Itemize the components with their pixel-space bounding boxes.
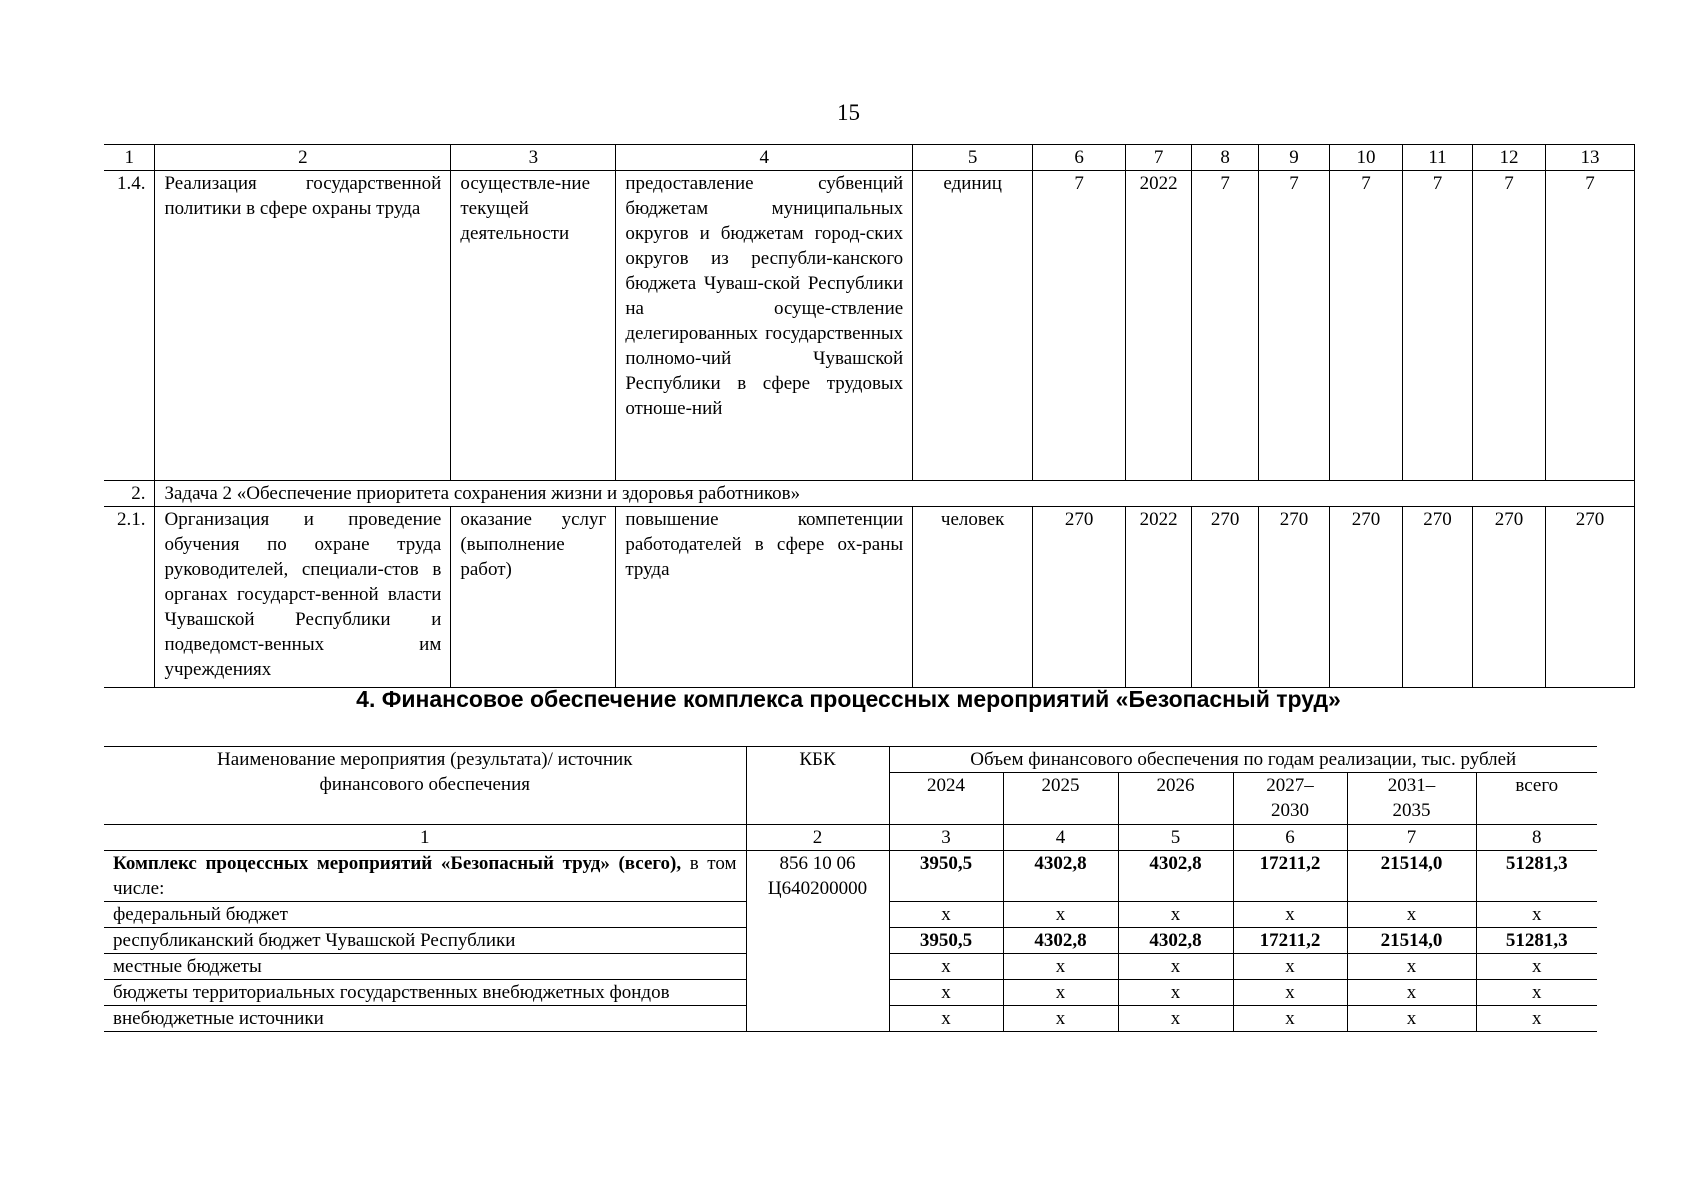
col-number: 2 (746, 825, 889, 851)
indicators-table (104, 144, 1635, 688)
amount: x (1476, 902, 1597, 928)
header-row-1 (104, 747, 1597, 773)
col-number: 6 (1233, 825, 1347, 851)
amount: x (1347, 954, 1476, 980)
header-kbk: КБК (746, 747, 889, 825)
col-number: 8 (1192, 145, 1259, 171)
year-value: 270 (1402, 507, 1472, 688)
amount: 17211,2 (1233, 851, 1347, 902)
amount: x (1233, 902, 1347, 928)
year-value: 270 (1192, 507, 1259, 688)
amount: x (1476, 1006, 1597, 1032)
amount: x (1003, 954, 1118, 980)
unit: единиц (913, 171, 1033, 481)
source-name: бюджеты территориальных государственных внебюджетных фондов (104, 980, 746, 1006)
page-number: 15 (837, 100, 860, 125)
measure-description: повышение компетенции работодателей в сфере ох-раны труда (616, 507, 913, 688)
total-name (104, 851, 746, 902)
source-name: республиканский бюджет Чувашской Республики (104, 928, 746, 954)
col-number: 6 (1033, 145, 1126, 171)
base-year: 2022 (1126, 507, 1192, 688)
amount: x (1476, 954, 1597, 980)
amount: x (1118, 954, 1233, 980)
total-name-rest: в том числе: (113, 853, 737, 899)
col-number: 7 (1126, 145, 1192, 171)
col-number: 13 (1545, 145, 1634, 171)
year-value: 270 (1259, 507, 1330, 688)
header-year: 2027– 2030 (1233, 773, 1347, 825)
header-year: 2031– 2035 (1347, 773, 1476, 825)
amount: 21514,0 (1347, 851, 1476, 902)
header-year: 2026 (1118, 773, 1233, 825)
col-number: 7 (1347, 825, 1476, 851)
measure-name: Реализация государственной политики в сфере охраны труда (155, 171, 451, 481)
amount: 4302,8 (1003, 851, 1118, 902)
col-number: 8 (1476, 825, 1597, 851)
amount: 17211,2 (1233, 928, 1347, 954)
year-value: 7 (1402, 171, 1472, 481)
base-value: 7 (1033, 171, 1126, 481)
amount: 4302,8 (1118, 851, 1233, 902)
amount: x (1003, 902, 1118, 928)
header-year: 2024 (889, 773, 1003, 825)
col-number: 5 (913, 145, 1033, 171)
header-name: Наименование мероприятия (результата)/ источник финансового обеспечения (104, 747, 746, 825)
header-volume: Объем финансового обеспечения по годам реализации, тыс. рублей (889, 747, 1597, 773)
section-title: 4. Финансовое обеспечение комплекса процессных мероприятий «Безопасный труд» (356, 686, 1341, 712)
kbk-code: 856 10 06 Ц640200000 (746, 851, 889, 1032)
amount: x (1003, 1006, 1118, 1032)
col-number: 11 (1402, 145, 1472, 171)
column-numbers-row (104, 825, 1597, 851)
column-numbers-row (104, 145, 1635, 171)
task-title: Задача 2 «Обеспечение приоритета сохранения жизни и здоровья работников» (155, 481, 1635, 507)
year-value: 7 (1192, 171, 1259, 481)
year-value: 270 (1545, 507, 1634, 688)
amount: x (1233, 980, 1347, 1006)
amount: x (1118, 1006, 1233, 1032)
amount: x (889, 954, 1003, 980)
col-number: 3 (889, 825, 1003, 851)
col-number: 5 (1118, 825, 1233, 851)
amount: 4302,8 (1118, 928, 1233, 954)
source-name: местные бюджеты (104, 954, 746, 980)
amount: x (1233, 1006, 1347, 1032)
total-name-bold: Комплекс процессных мероприятий «Безопасный труд» (всего), (113, 853, 682, 874)
amount: x (1003, 980, 1118, 1006)
amount: x (1347, 980, 1476, 1006)
amount: x (1347, 1006, 1476, 1032)
amount: x (889, 902, 1003, 928)
year-value: 7 (1330, 171, 1403, 481)
table-row-1-4 (104, 171, 1635, 481)
amount: 4302,8 (1003, 928, 1118, 954)
amount: x (1476, 980, 1597, 1006)
total-row (104, 851, 1597, 902)
col-number: 4 (616, 145, 913, 171)
year-value: 7 (1259, 171, 1330, 481)
amount: x (889, 980, 1003, 1006)
source-name: федеральный бюджет (104, 902, 746, 928)
amount: x (1118, 902, 1233, 928)
amount: x (1118, 980, 1233, 1006)
header-year: всего (1476, 773, 1597, 825)
base-year: 2022 (1126, 171, 1192, 481)
measure-type: оказание услуг (выполнение работ) (451, 507, 616, 688)
amount: 3950,5 (889, 928, 1003, 954)
measure-type: осуществле-ние текущей деятельности (451, 171, 616, 481)
amount: 3950,5 (889, 851, 1003, 902)
amount: x (1233, 954, 1347, 980)
table-row-2-1 (104, 507, 1635, 688)
col-number: 1 (104, 145, 155, 171)
col-number: 4 (1003, 825, 1118, 851)
source-name: внебюджетные источники (104, 1006, 746, 1032)
col-number: 1 (104, 825, 746, 851)
base-value: 270 (1033, 507, 1126, 688)
amount: x (889, 1006, 1003, 1032)
year-value: 270 (1472, 507, 1545, 688)
col-number: 12 (1472, 145, 1545, 171)
financing-table (104, 746, 1597, 1032)
unit: человек (913, 507, 1033, 688)
year-value: 7 (1545, 171, 1634, 481)
col-number: 10 (1330, 145, 1403, 171)
year-value: 7 (1472, 171, 1545, 481)
amount: 21514,0 (1347, 928, 1476, 954)
row-number: 2.1. (104, 507, 155, 688)
amount: 51281,3 (1476, 851, 1597, 902)
amount: x (1347, 902, 1476, 928)
row-number: 1.4. (104, 171, 155, 481)
year-value: 270 (1330, 507, 1403, 688)
header-year: 2025 (1003, 773, 1118, 825)
measure-description: предоставление субвенций бюджетам муниципальных округов и бюджетам город-ских округов из республи-канского бюджета Чуваш-ской Республики на осуще-ствление делегированных государственных полномо-чий Чувашской Республики в сфере трудовых отноше-ний (616, 171, 913, 481)
amount: 51281,3 (1476, 928, 1597, 954)
table-row-task-2 (104, 481, 1635, 507)
col-number: 2 (155, 145, 451, 171)
measure-name: Организация и проведение обучения по охране труда руководителей, специали-стов в органах государст-венной власти Чувашской Республики и подведомст-венных им учреждениях (155, 507, 451, 688)
col-number: 3 (451, 145, 616, 171)
col-number: 9 (1259, 145, 1330, 171)
row-number: 2. (104, 481, 155, 507)
